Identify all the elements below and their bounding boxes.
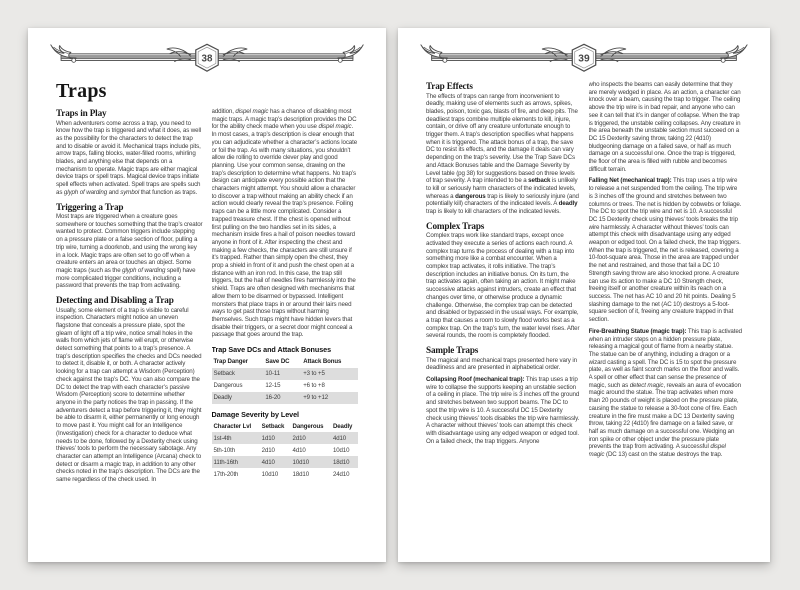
body-paragraph: Falling Net (mechanical trap): This trap uses a trip wire to release a net suspended from the ceiling. The trip wire is 3 inches off the ground and stretches between two columns or trees. The net is hidden by cobwebs or foliage. The DC to spot the trip wire and net is 10. A successful DC 15 Dexterity check using thieves’ tools breaks the trip wire harmlessly. A character without thieves’ tools can attempt this check with disadvantage using any edged weapon or edged tool. On a failed check, the trap triggers. When the trap is triggered, the net is released, covering a 10-foot-square area. Those in the area are trapped under the net and restrained, and those that fail a DC 10 Strength saving throw are also knocked prone. A creature can use its action to make a DC 10 Strength check, freeing itself or another creature within its reach on a success. The net has AC 10 and 20 hit points. Dealing 5 slashing damage to the net (AC 10) destroys a 5-foot-square section of it, freeing any creature trapped in that section. [588, 177, 742, 324]
two-column-layout [56, 108, 358, 546]
table-cell: 10d10 [261, 470, 279, 478]
text-run-italic: dispel magic [318, 123, 352, 131]
body-paragraph: Most traps are triggered when a creature goes somewhere or touches something that the trap’s creator wanted to protect. Common triggers include stepping on a pressure plate or a false section of floor, pulling a trip wire, turning a doorknob, and using the wrong key in a lock. Magic traps are often set to go off when a creature enters an area or touches an object. Some magic traps (such as the glyph of warding spell) have more complicated trigger conditions, including a password that prevents the trap from activating. [56, 213, 203, 290]
table-title: Damage Severity by Level [211, 409, 299, 419]
table-title: Trap Save DCs and Attack Bonuses [211, 345, 332, 355]
table-header-cell: Trap Danger [213, 358, 248, 366]
table-row [212, 432, 359, 444]
table-cell: 1d10 [261, 434, 275, 442]
table-row [212, 444, 359, 456]
table-cell: Deadly [213, 394, 232, 402]
table-header-cell: Dangerous [292, 422, 324, 430]
table-cell: 4d10 [261, 458, 275, 466]
section-heading: Trap Effects [426, 81, 473, 91]
table-cell: +3 to +5 [303, 370, 325, 378]
table-cell: 10d10 [292, 458, 309, 466]
page-38 [28, 28, 386, 562]
page-number: 38 [201, 53, 213, 65]
text-run-bold: Fire-Breathing Statue (magic trap): [588, 327, 687, 335]
header-ornament [418, 42, 750, 74]
table-header-row [212, 356, 359, 368]
body-paragraph: who inspects the beams can easily determine that they are merely wedged in place. As an action, a character can knock over a beam, causing the trap to trigger. The ceiling above the trip wire is in bad repair, and anyone who can see it can tell that it’s in danger of collapse. When the trap is triggered, the unstable ceiling collapses. Any creature in the area beneath the unstable section must succeed on a DC 15 Dexterity saving throw, taking 22 (4d10) bludgeoning damage on a failed save, or half as much damage on a successful one. Once the trap is triggered, the floor of the area is filled with rubble and becomes difficult terrain. [588, 81, 741, 173]
table-cell: 10-11 [265, 370, 281, 378]
table-header-cell: Deadly [332, 422, 353, 430]
text-run-italic: glyph of warding [63, 188, 108, 196]
text-run-bold: deadly [558, 200, 578, 208]
table-cell: Dangerous [213, 382, 243, 390]
page-title: Traps [56, 80, 107, 102]
body-paragraph: When adventurers come across a trap, you need to know how the trap is triggered and what it does, as well as the possibility for the characters to detect the trap and to disable or avoid it. Mechanical traps include pits, arrow traps, falling blocks, water-filled rooms, whirling blades, and anything else that depends on a mechanism to operate. Magic traps are either magical device traps or spell traps. Magical device traps initiate spell effects when activated. Spell traps are spells such as glyph of warding and symbol that function as traps. [56, 119, 201, 196]
text-run-bold: Collapsing Roof (mechanical trap): [426, 376, 525, 383]
table-header-cell: Save DC [265, 358, 290, 366]
table-row [212, 468, 359, 480]
table-cell: +6 to +8 [303, 382, 325, 390]
section-heading: Triggering a Trap [56, 201, 124, 212]
page-39 [398, 28, 770, 562]
data-table [212, 421, 359, 481]
body-paragraph: Collapsing Roof (mechanical trap): This trap uses a trip wire to collapse the supports keeping an unstable section of a ceiling in place. The trip wire is 3 inches off the ground and stretches between two support beams. The DC to spot the trip wire is 10. A successful DC 15 Dexterity check using thieves’ tools disables the trip wire harmlessly. A character without thieves’ tools can attempt this check with disadvantage using any edged weapon or edged tool. On a failed check, the trap triggers. Anyone [426, 376, 580, 445]
table-row [212, 456, 359, 468]
text-run-italic: symbol [120, 188, 140, 196]
table-header-row [212, 421, 359, 433]
body-paragraph: The magical and mechanical traps presented here vary in deadliness and are presented in alphabetical order. [426, 356, 577, 372]
table-header-cell: Setback [261, 422, 285, 430]
table-row [212, 368, 359, 380]
table-cell: 4d10 [292, 446, 306, 454]
text-run-italic: dispel magic [235, 108, 269, 115]
body-paragraph: Fire-Breathing Statue (magic trap): This trap is activated when an intruder steps on a hidden pressure plate, releasing a magical gout of flame from a nearby statue. The statue can be of anything, including a dragon or a wizard casting a spell. The DC is 15 to spot the pressure plate, as well as faint scorch marks on the floor and walls. A spell or other effect that can sense the presence of magic, such as detect magic, reveals an aura of evocation magic around the statue. The trap activates when more than 20 pounds of weight is placed on the pressure plate, causing the statue to release a 30-foot cone of fire. Each creature in the fire must make a DC 13 Dexterity saving throw, taking 22 (4d10) fire damage on a failed save, or half as much damage on a successful one. Wedging an iron spike or other object under the pressure plate prevents the trap from activating. A successful dispel magic (DC 13) cast on the statue destroys the trap. [588, 327, 742, 459]
table-cell: +9 to +12 [303, 394, 329, 402]
table-cell: 5th-10th [213, 446, 236, 454]
text-column-left [426, 81, 580, 545]
text-column-right [212, 108, 359, 546]
page-number: 39 [578, 53, 590, 65]
body-paragraph: Usually, some element of a trap is visible to careful inspection. Characters might notice an uneven flagstone that conceals a pressure plate, spot the gleam of light off a trip wire, notice small holes in the walls from which jets of flame will erupt, or otherwise detect something that points to a trap’s presence. A trap’s description specifies the checks and DCs needed to detect it, disable it, or both. A character actively looking for a trap can attempt a Wisdom (Perception) check against the trap’s DC. You can also compare the DC to detect the trap with each character’s passive Wisdom (Perception) score to determine whether anyone in the party notices the trap in passing. If the adventurers detect a trap before triggering it, they might be able to disarm it, either permanently or long enough to move past it. You might call for an Intelligence (Investigation) check for a character to deduce what needs to be done, followed by a Dexterity check using thieves’ tools to perform the necessary sabotage. Any character can attempt an Intelligence (Arcana) check to detect or disarm a magic trap, in addition to any other checks noted in the trap’s description. The DCs are the same regardless of the check used. In [56, 306, 202, 484]
table-cell: 4d10 [332, 434, 347, 442]
body-paragraph: addition, dispel magic has a chance of disabling most magic traps. A magic trap’s description provides the DC for the ability check made when you use dispel magic. In most cases, a trap’s description is clear enough that you can adjudicate whether a character’s actions locate or foil the trap. As with many situations, you shouldn’t allow die rolling to override clever play and good planning. Use your common sense, drawing on the trap’s description to determine what happens. No trap’s design can anticipate every possible action that the characters might attempt. You should allow a character to discover a trap without making an ability check if an action would clearly reveal the trap’s presence. Foiling traps can be a little more complicated. Consider a trapped treasure chest. If the chest is opened without first pulling on the two handles set in its sides, a mechanism inside fires a hail of poison needles toward anyone in front of it. After inspecting the chest and making a few checks, the characters are still unsure if it’s trapped. Rather than simply open the chest, they prop a shield in front of it and push the chest open at a distance with an iron rod. In this case, the trap still triggers, but the hail of needles fires harmlessly into the shield. Traps are often designed with mechanisms that allow them to be disarmed or bypassed. Intelligent monsters that place traps in or around their lairs need ways to get past those traps without harming themselves. Such traps might have hidden levers that disable their triggers, or a secret door might conceal a passage that goes around the trap. [211, 108, 358, 339]
text-run-bold: Falling Net (mechanical trap): [588, 177, 672, 185]
table-cell: 10d10 [332, 446, 350, 454]
table-cell: 18d10 [332, 458, 350, 466]
section-heading: Detecting and Disabling a Trap [56, 295, 174, 306]
section-heading: Complex Traps [426, 220, 485, 231]
table-cell: 18d10 [292, 470, 309, 478]
table-row [212, 392, 359, 404]
body-paragraph: Complex traps work like standard traps, except once activated they execute a series of actions each round. A complex trap turns the process of dealing with a trap into something more like a combat encounter. When a complex trap activates, it rolls initiative. The trap’s description includes an initiative bonus. On its turn, the trap activates again, often taking an action. It might make successive attacks against intruders, create an effect that changes over time, or otherwise produce a dynamic challenge. Otherwise, the complex trap can be detected and disabled or bypassed in the usual ways. For example, a trap that causes a room to slowly flood works best as a complex trap. On the trap’s turn, the water level rises. After several rounds, the room is completely flooded. [426, 232, 580, 340]
text-run-italic: dispel magic [588, 443, 726, 459]
header-ornament [48, 42, 366, 74]
text-run-bold: dangerous [455, 192, 486, 200]
section-heading: Traps in Play [56, 108, 107, 118]
text-run-bold: setback [528, 177, 551, 185]
table-header-cell: Character Lvl [213, 422, 252, 430]
data-table [212, 356, 359, 404]
table-cell: 2d10 [261, 446, 275, 454]
text-run-italic: glyph of warding [122, 266, 166, 274]
text-column-right [589, 81, 743, 545]
table-row [212, 380, 359, 392]
body-paragraph: The effects of traps can range from inconvenient to deadly, making use of elements such as arrows, spikes, blades, poison, toxic gas, blasts of fire, and deep pits. The deadliest traps combine multiple elements to kill, injure, contain, or drive off any creature unfortunate enough to trigger them. A trap’s description specifies what happens when it is triggered. The attack bonus of a trap, the save DC to resist its effects, and the damage it deals can vary depending on the trap’s severity. Use the Trap Save DCs and Attack Bonuses table and the Damage Severity by Level table (pg 38) for suggestions based on three levels of trap severity. A trap intended to be a setback is unlikely to kill or seriously harm characters of the indicated levels, whereas a dangerous trap is likely to seriously injure (and potentially kill) characters of the indicated levels. A deadly trap is likely to kill characters of the indicated levels. [426, 92, 579, 216]
table-cell: 12-15 [265, 382, 281, 390]
table-header-cell: Attack Bonus [303, 358, 342, 366]
two-column-layout [426, 81, 742, 545]
table-cell: 16-20 [265, 394, 281, 402]
table-cell: 2d10 [292, 434, 306, 442]
table-cell: 11th-16th [213, 458, 238, 466]
table-cell: 17th-20th [213, 470, 239, 478]
table-cell: Setback [213, 370, 235, 378]
section-heading: Sample Traps [426, 345, 479, 356]
table-cell: 24d10 [332, 470, 350, 478]
text-column-left [56, 108, 203, 546]
table-cell: 1st-4th [213, 434, 232, 442]
text-run-italic: detect magic [629, 381, 664, 389]
